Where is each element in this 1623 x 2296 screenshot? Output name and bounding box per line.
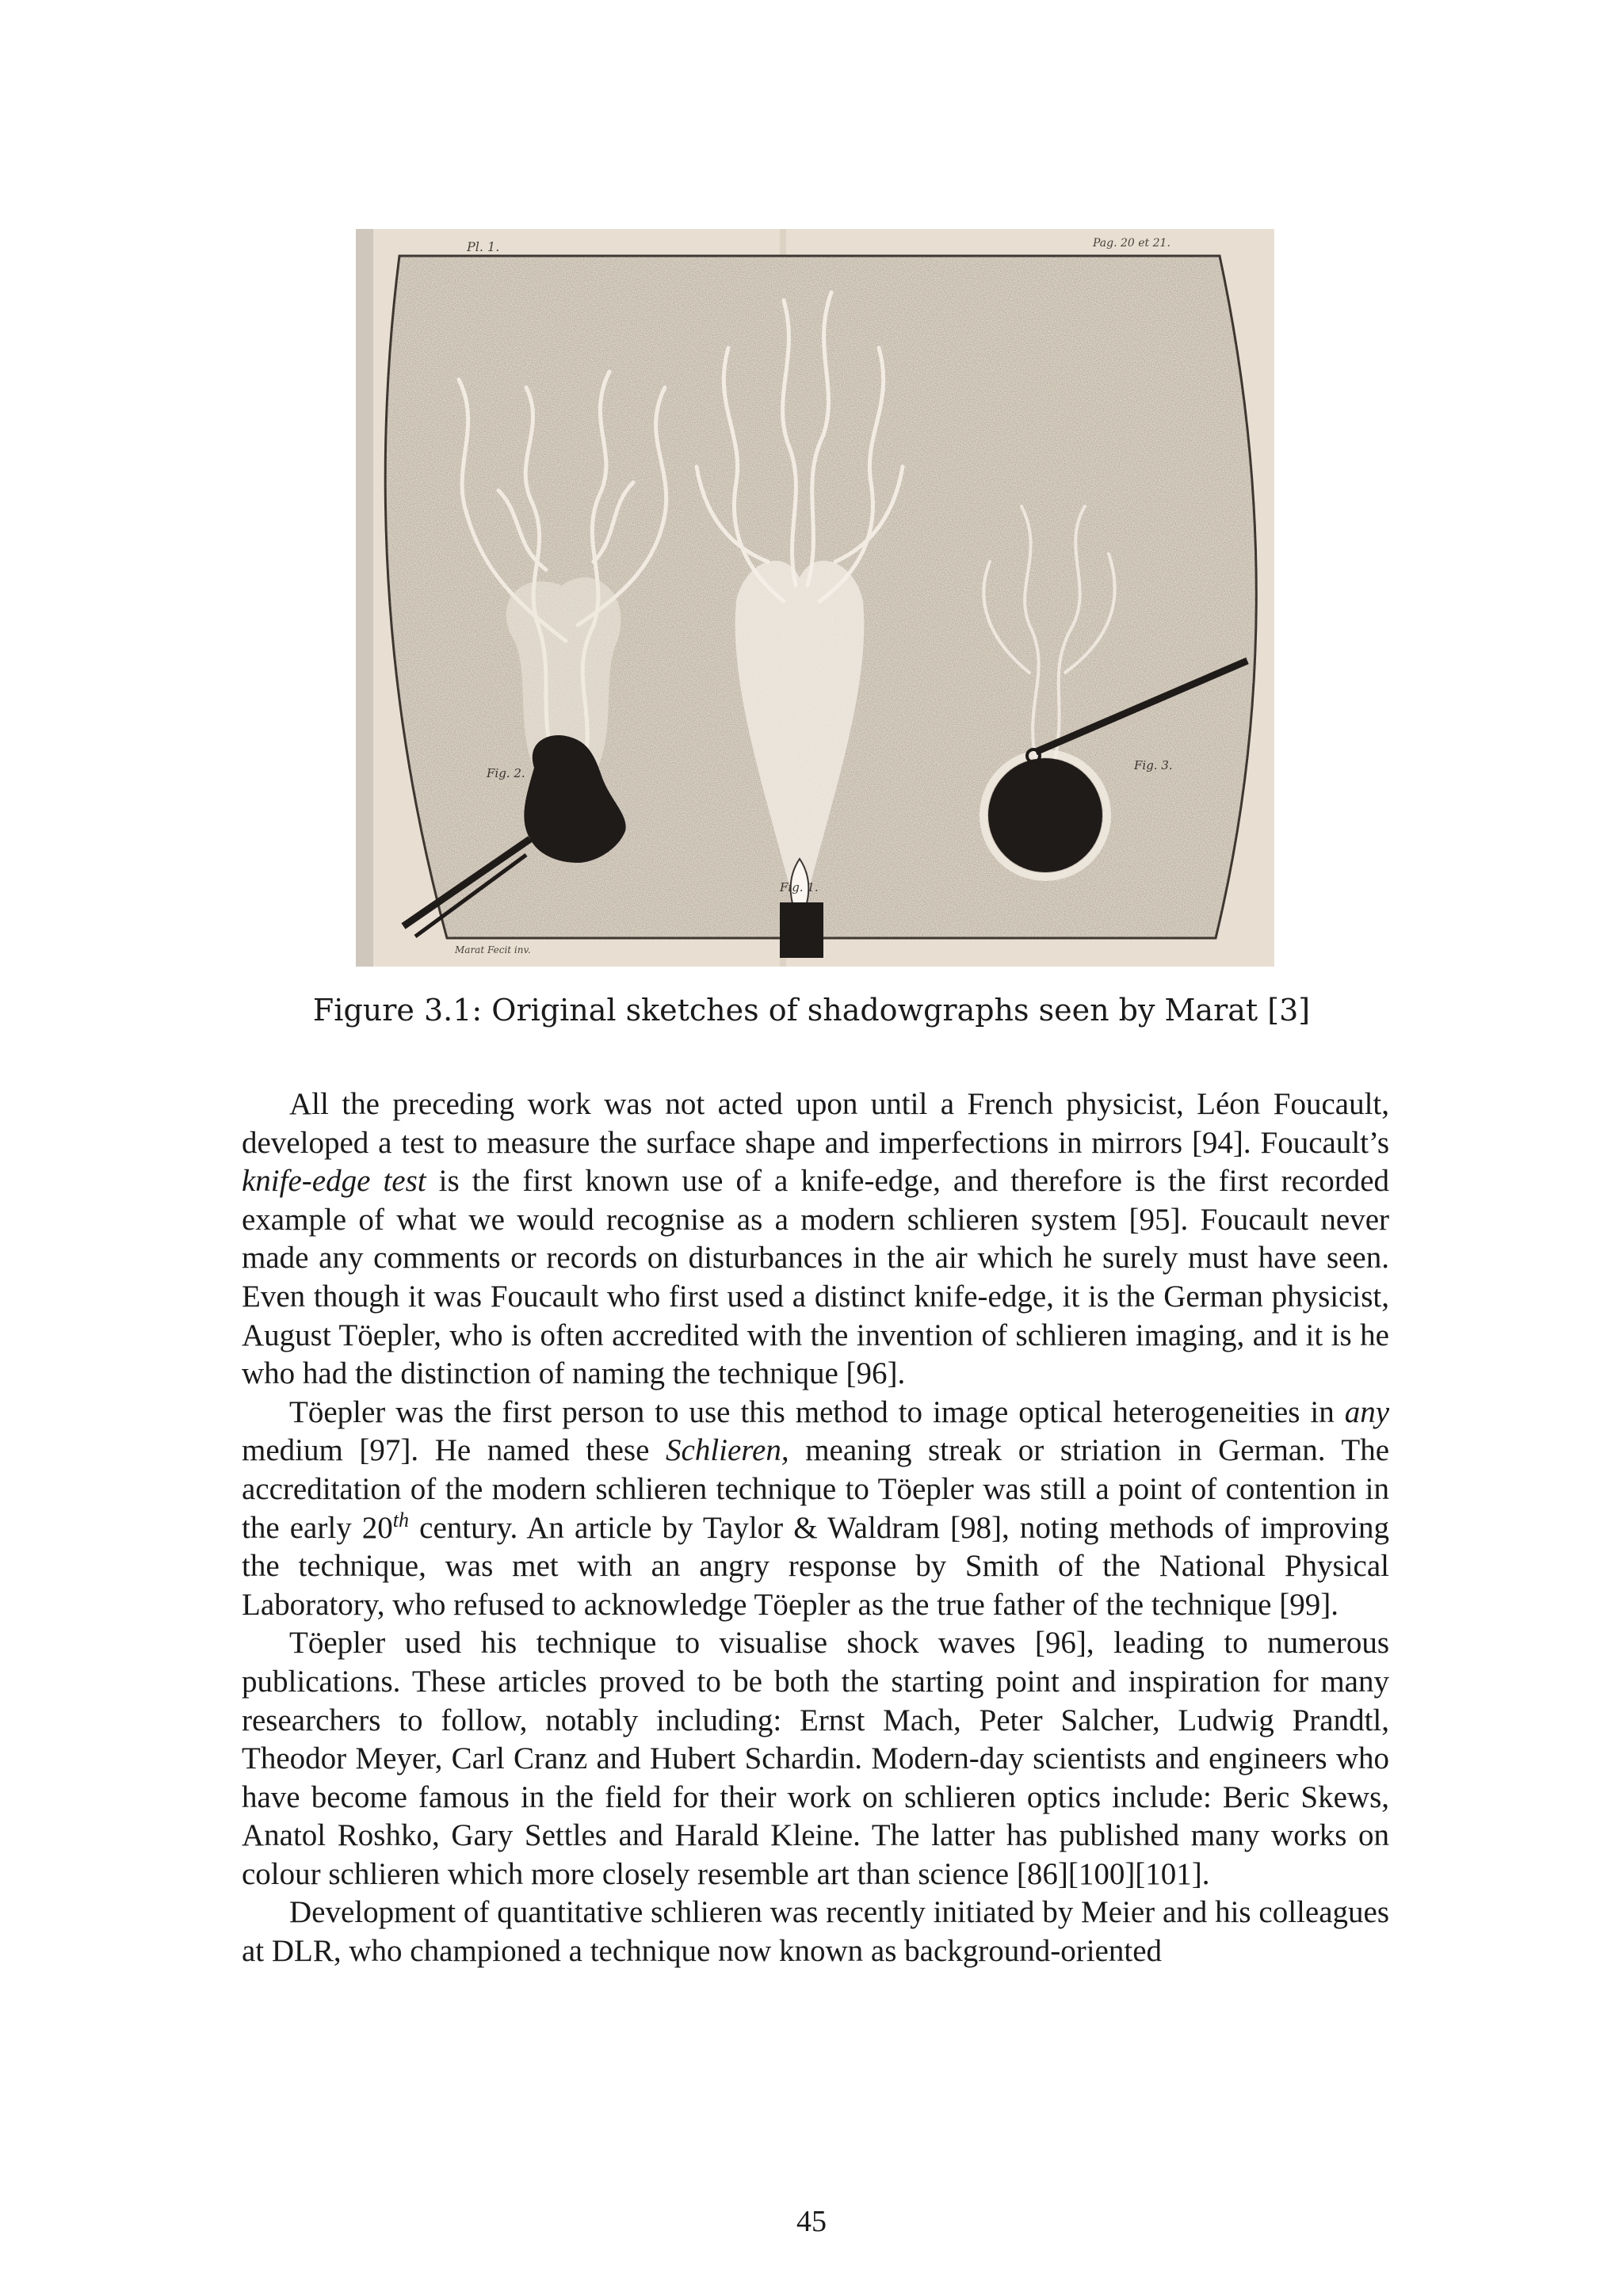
fig-label-1: Fig. 1. (780, 880, 819, 894)
paragraph-text: is the first known use of a knife-edge, and therefore is the first recorded example of what we would recognise as a modern schlieren system [95]. Foucault never made any comments or records on disturbances in the air which he surely must have seen. Even though it was Foucault who first used a distinct knife-edge, it is the German physicist, August Töepler, who is often accredited with the invention of schlieren imaging, and it is he who had the distinction of naming the technique [96]. (242, 1164, 1390, 1391)
heated-sphere-right (988, 758, 1102, 872)
superscript-text: th (392, 1508, 410, 1531)
candle (780, 902, 823, 958)
fig-label-2: Fig. 2. (487, 766, 525, 780)
emphasis-text: knife-edge test (242, 1164, 426, 1199)
emphasis-text: any (1344, 1394, 1389, 1429)
body-paragraph (242, 1894, 1389, 1970)
plate-label-right: Pag. 20 et 21. (1093, 237, 1170, 250)
figure-shadowgraph-plate (356, 229, 1274, 967)
paragraph-text: Development of quantitative schlieren was recently initiated by Meier and his colleagues at DLR, who championed a technique now known as background-oriented (242, 1895, 1389, 1969)
fig-label-3: Fig. 3. (1134, 758, 1173, 772)
paragraph-text: Töepler used his technique to visualise shock waves [96], leading to numerous publications. These articles proved to be both the starting point and inspiration for many researchers to follow, notably including: Ernst Mach, Peter Salcher, Ludwig Prandtl, Theodor Meyer, Carl Cranz and Hubert Schardin. Modern-day scientists and engineers who have become famous in the field for their work on schlieren optics include: Beric Skews, Anatol Roshko, Gary Settles and Harald Kleine. The latter has published many works on colour schlieren which more closely resemble art than science [86][100][101]. (242, 1626, 1389, 1891)
page-number: 45 (796, 2205, 827, 2238)
body-paragraph (242, 1394, 1389, 1625)
paragraph-text: All the preceding work was not acted upon until a French physicist, Léon Foucault, developed a test to measure the surface shape and imperfections in mirrors [94]. Foucault’s (242, 1087, 1389, 1160)
shadowgraph-engraving (356, 229, 1274, 967)
body-paragraph (242, 1085, 1389, 1394)
figure-caption: Figure 3.1: Original sketches of shadowgraphs seen by Marat [3] (312, 993, 1311, 1028)
plate-label-left: Pl. 1. (467, 239, 500, 254)
engraver-label: Marat Fecit inv. (455, 944, 531, 955)
body-paragraph (242, 1624, 1389, 1894)
page-binding-shadow (356, 229, 373, 967)
paragraph-text: Töepler was the first person to use this method to image optical heterogeneities in (289, 1394, 1345, 1429)
body-text (242, 1085, 1389, 1971)
paragraph-text: medium [97]. He named these (242, 1433, 666, 1468)
paragraph-text: meaning streak or striation in German. The accreditation of the modern schlieren technique to Töepler was still a point of contention in the early 20 (242, 1433, 1390, 1545)
emphasis-text: Schlieren, (666, 1433, 789, 1468)
paragraph-text: century. An article by Taylor & Waldram [98], noting methods of improving the technique, was met with an angry response by Smith of the National Physical Laboratory, who refused to acknowledge Töepler as the true father of the technique [99]. (242, 1510, 1389, 1622)
